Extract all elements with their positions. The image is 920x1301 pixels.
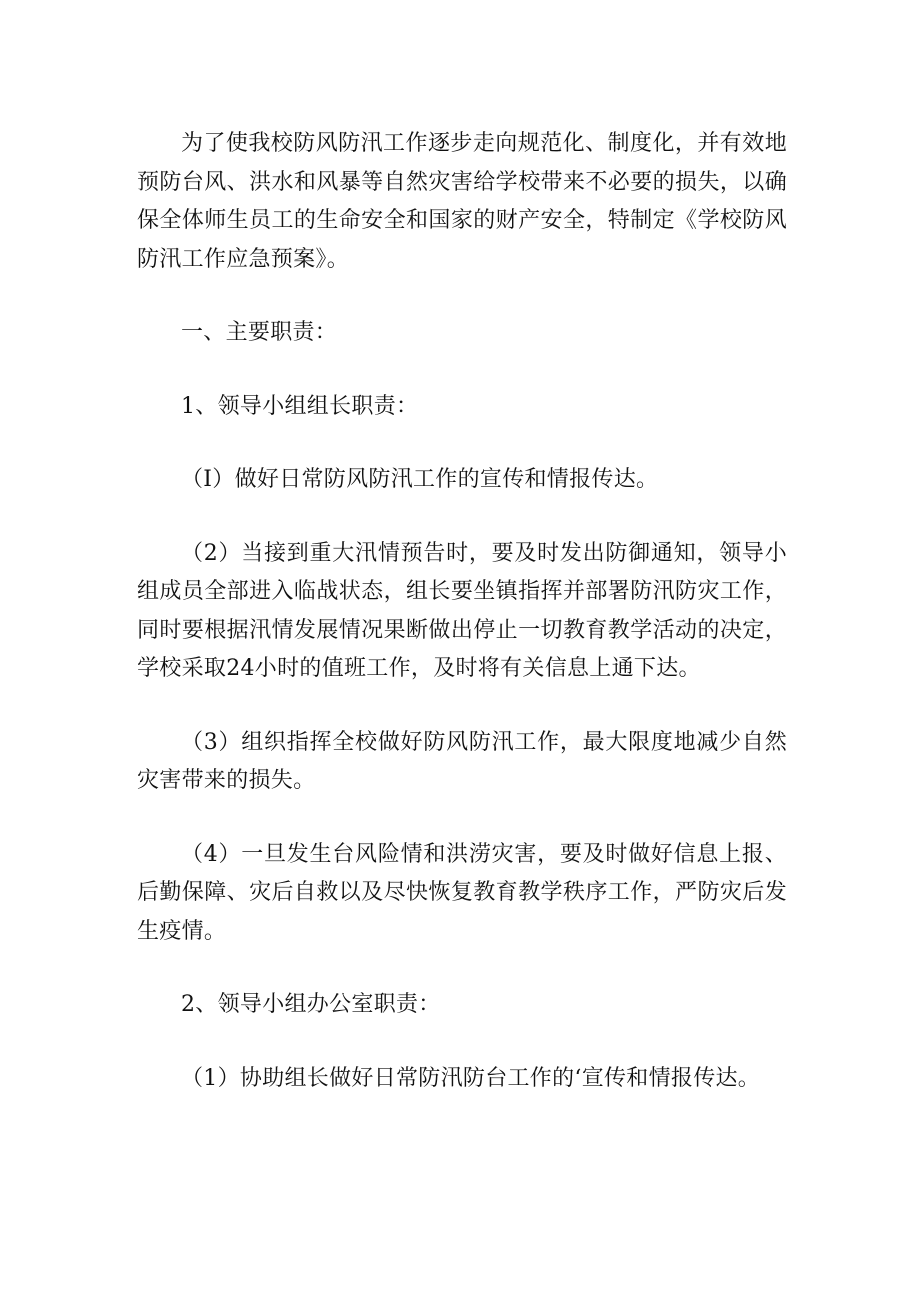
office-duty-item-1: （1）协助组长做好日常防汛防台工作的‘宣传和情报传达。 [181,1065,761,1091]
leader-duty-item-1: （I）做好日常防风防汛工作的宣传和情报传达。 [181,467,659,492]
leader-duty-item-4: （4）一旦发生台风险情和洪涝灾害，要及时做好信息上报、后勤保障、灾后自救以及尽快恢复教育教学秩序工作，严防灾后发生疫情。 [137,841,787,944]
subsection-heading-office-duties: 2、领导小组办公室职责： [181,992,441,1017]
section-heading-main-duties: 一、主要职责： [181,320,338,345]
leader-duty-item-3: （3）组织指挥全校做好防风防汛工作，最大限度地减少自然灾害带来的损失。 [137,729,787,793]
document-body [137,125,787,1098]
leader-duty-item-2: （2）当接到重大汛情预告时，要及时发出防御通知，领导小组成员全部进入临战状态，组长要坐镇指挥并部署防汛防灾工作，同时要根据汛情发展情况果断做出停止一切教育教学活动的决定，学校采取24小时的值班工作，及时将有关信息上通下达。 [137,540,787,681]
intro-paragraph: 为了使我校防风防汛工作逐步走向规范化、制度化，并有效地预防台风、洪水和风暴等自然灾害给学校带来不必要的损失，以确保全体师生员工的生命安全和国家的财产安全，特制定《学校防风防汛工作应急预案》。 [137,131,787,272]
subsection-heading-leader-duties: 1、领导小组组长职责： [181,393,419,419]
